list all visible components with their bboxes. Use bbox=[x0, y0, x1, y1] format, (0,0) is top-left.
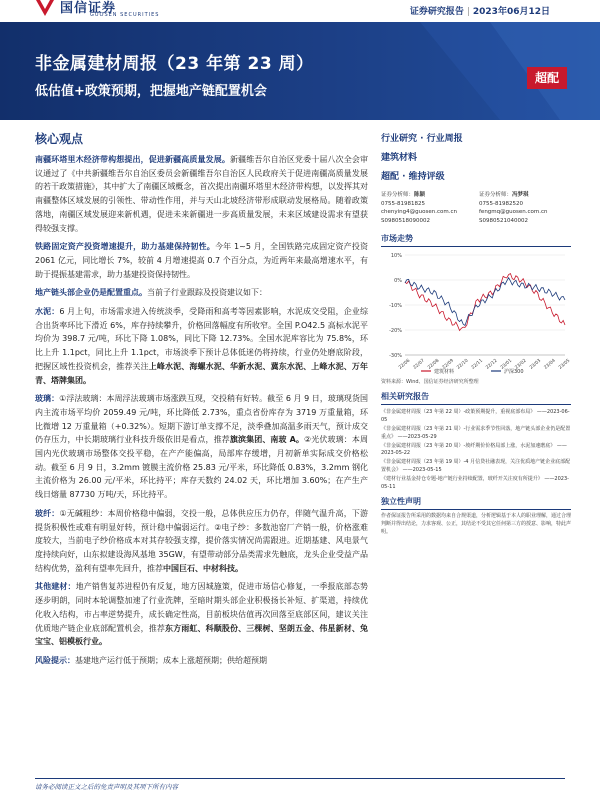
analyst-card bbox=[381, 191, 473, 225]
para-cement bbox=[35, 305, 368, 387]
cement-label: 水泥： bbox=[35, 307, 60, 317]
analyst-license: S0980521040002 bbox=[479, 217, 528, 224]
sidebar bbox=[381, 131, 571, 536]
guosen-logo-icon bbox=[34, 0, 56, 18]
rating-badge: 超配 bbox=[527, 67, 567, 89]
report-subtitle: 低估值+政策预期，把握地产链配置机会 bbox=[35, 84, 267, 99]
para-glass bbox=[35, 392, 368, 502]
analyst-license: S0980518090002 bbox=[381, 217, 430, 224]
para-south-xinjiang bbox=[35, 153, 368, 235]
other-picks: 东方雨虹、科顺股份、三棵树、坚朗五金、伟星新材、兔宝宝、铝模板行业。 bbox=[35, 623, 368, 647]
body-text: 基建地产运行低于预期；成本上涨超预期；供给超预期 bbox=[75, 655, 267, 665]
x-tick-label: 22/08 bbox=[427, 358, 441, 372]
x-tick-label: 22/09 bbox=[441, 358, 455, 372]
analyst-role: 证券分析师： bbox=[479, 192, 513, 198]
y-tick-label: -30% bbox=[389, 353, 402, 360]
other-label: 其他建材： bbox=[35, 582, 76, 592]
x-tick-label: 23/04 bbox=[543, 358, 557, 372]
analyst-card bbox=[479, 191, 571, 225]
related-report-item[interactable]: 《非金属建材周报（23 年第 20 周）-坡纤期价价格局部上涨，水泥加速磨底》 ——2023-05-22 bbox=[381, 442, 567, 457]
report-meta: 证券研究报告 | 2023年06月12日 bbox=[409, 7, 550, 17]
analyst-phone: 0755-81981825 bbox=[381, 200, 425, 207]
footer-divider bbox=[35, 778, 565, 779]
y-tick-label: 10% bbox=[390, 253, 402, 260]
top-bar bbox=[0, 0, 600, 22]
related-report-item[interactable]: 《非金属建材周报（23 年第 22 周）-政策预期提升，重视底部布局》 ——2023-06-05 bbox=[381, 409, 570, 423]
cement-picks: 上峰水泥、海螺水泥、华新水泥、冀东水泥、上峰水泥、万年青、塔牌集团。 bbox=[35, 361, 368, 385]
para-fiberglass bbox=[35, 507, 368, 576]
x-tick-label: 23/05 bbox=[558, 358, 571, 372]
series-line bbox=[405, 278, 565, 326]
market-trend-title: 市场走势 bbox=[381, 233, 571, 247]
x-tick-label: 22/11 bbox=[470, 358, 484, 372]
lead-text: 地产链头部企业仍是配置重点。 bbox=[35, 288, 147, 298]
analyst-name: 冯梦琪 bbox=[512, 192, 529, 198]
lead-text: 南疆环塔里木经济带构想提出，促进新疆高质量发展。 bbox=[35, 155, 230, 164]
analyst-phone: 0755-81982520 bbox=[479, 200, 523, 207]
body-text: ②光伏玻璃：本周国内光伏玻璃市场整体交投平稳，在产产能偏高，局部库存缓增，月初新单实际成交价格松动。截至 6 月 9 日，3.2mm 镀膜主流价格 25.83 元/平米，环比降低 0.83%，3.2mm 钢化主流价格为 26.00 元/平米，环比持平；库存天数约 24.02 天，环比增加 3.60%；在产生产线日熔量 87730 万吨/天，环比持平。 bbox=[35, 435, 369, 500]
x-tick-label: 23/01 bbox=[499, 358, 514, 372]
body-text: ①浮法玻璃：本周浮法玻璃市场涨跌互现，交投稍有好转。截至 6 月 9 日，玻璃现货国内主流市场平均价 2059.49 元/吨，环比降低 2.73%，重点省份库存为 3719 万重量箱，环比微增 12 万重量箱（+0.32%）。短期下游订单支撑不足，淡季叠加高温多雨天气，预计成交仍存压力，中长期玻璃行业科技升级依旧是看点，推荐 bbox=[35, 394, 368, 445]
market-trend-chart bbox=[381, 247, 571, 377]
para-railway bbox=[35, 240, 368, 281]
x-tick-label: 22/07 bbox=[412, 358, 426, 372]
related-report-item[interactable]: 《建材行业基金持仓专题-地产链行业持续配置，玻纤开关注度有所提升》 ——2023-05-11 bbox=[381, 476, 569, 490]
x-tick-label: 22/12 bbox=[485, 358, 499, 372]
related-report-item[interactable]: 《非金属建材周报（23 年第 19 周）-4 月信贷社融表现，关注优质地产链企业底部配置机会》 ——2023-05-15 bbox=[381, 459, 571, 474]
fiber-label: 玻纤： bbox=[35, 508, 60, 518]
body-text: 6 月上旬，市场需求进入传统淡季，受降雨和高考等因素影响，水泥成交受阻，企业综合出货率环比下滑近 6%，库存持续攀升，价格回落幅度有所收窄。全国 P.O42.5 高标水泥平均价为 398.7 元/吨，环比下降 1.08%，同比下降 12.73%。全国水泥库容比为 75.8%，环比上升 1.1pct，同比上升 1.1pct，市场淡季下预计总体低迷仍将持续，行业仍处磨底阶段，把握区域性投资机会，推荐关注 bbox=[35, 307, 368, 371]
y-tick-label: 0% bbox=[394, 278, 402, 285]
rating-line: 超配 · 维持评级 bbox=[381, 172, 445, 182]
independence-text: 作者保证报告所采用的数据均来自合规渠道，分析逻辑基于本人的职业理解，通过合理判断并得出结论，力求客观、公正，其结论不受其它任何第三方的授意、影响，特此声明。 bbox=[381, 513, 572, 535]
related-report-item[interactable]: 《非金属建材周报（23 年第 21 周）-行业需求季节性回落，地产链头部企业仍是配置重点》 ——2023-05-29 bbox=[381, 426, 571, 440]
glass-label: 玻璃： bbox=[35, 394, 60, 404]
para-real-estate bbox=[35, 286, 368, 300]
sector-name: 建筑材料 bbox=[381, 153, 418, 163]
brand-logo bbox=[34, 0, 160, 18]
logo-en-text: GUOSEN SECURITIES bbox=[90, 12, 160, 18]
chart-source: 资料来源：Wind、国信证券经济研究所整理 bbox=[381, 379, 479, 386]
related-reports-title: 相关研究报告 bbox=[381, 391, 571, 405]
x-tick-label: 23/02 bbox=[514, 358, 528, 372]
legend-label: 建筑材料 bbox=[434, 369, 455, 376]
body-text: 今年 1~5 月，全国铁路完成固定资产投资 2061 亿元，同比增长 7%，较前 4 月增速提高 0.7 个百分点，为近两年来最高增速水平，有助于提振基建需求，助力基建投资保持韧性。 bbox=[35, 242, 369, 279]
para-risk bbox=[35, 654, 368, 668]
body-text: 地产销售复苏进程仍有反复，地方因城施策，促进市场信心修复，一季报底部态势逐步明朗，同时本轮调整加速了行业洗牌，至暗时期头部企业积极扬长补短、扩渠道，持续优化收入结构，市占率逆势提升，成长确定性高，目前板块估值再次回落至底部区间，建议关注优质地产链企业底部配置机会，推荐 bbox=[35, 582, 368, 633]
body-text: ①无碱粗纱：本周价格稳中偏弱，交投一般，总体供应压力仍存，伴随气温升高，下游提货积极性或难有明显好转，预计稳中偏弱运行。②电子纱：多数池窑厂产销一般，价格涨难度较大，当前电子纱价格成本对其存较强支撑，提价落实情况尚需跟进。近期基建、风电景气度持续向好，山东拟建设海风基地 35GW，有望带动部分品类需求先触底，龙头企业受益产品结构优势，盈利有望率先回升，推荐 bbox=[35, 508, 368, 573]
body-text: 当前子行业跟踪及投资建议如下： bbox=[147, 288, 267, 298]
body-text: 新疆维吾尔自治区党委十届八次全会审议通过了《中共新疆维吾尔自治区委员会新疆维吾尔自治区人民政府关于促进南疆高质量发展的若干政策措施》，其中扩大了南疆区域概念，首次提出南疆环塔里木经济带构想，以发挥其对南疆整体区域发展的引领性、带动性作用，并与天山北坡经济带形成联动发展格局。随着政策落地，南疆区域发展迎来新机遇，促进未来新疆进一步高质量发展，未来区域建设需求有望获得较强支撑。 bbox=[35, 155, 368, 233]
x-tick-label: 23/03 bbox=[529, 358, 543, 372]
x-tick-label: 22/06 bbox=[398, 358, 412, 372]
analyst-email[interactable]: chenying4@guosen.com.cn bbox=[381, 209, 457, 216]
report-category: 行业研究 · 行业周报 bbox=[381, 134, 463, 144]
report-date: 2023年06月12日 bbox=[472, 7, 550, 17]
analyst-role: 证券分析师： bbox=[381, 192, 415, 198]
legend-label: 沪深300 bbox=[504, 369, 524, 376]
analyst-name: 陈颖 bbox=[414, 192, 426, 198]
title-banner bbox=[0, 22, 600, 120]
para-other-materials bbox=[35, 580, 368, 649]
analyst-email[interactable]: fengmq@guosen.com.cn bbox=[479, 209, 548, 216]
report-title: 非金属建材周报（23 年第 23 周） bbox=[35, 54, 314, 74]
y-tick-label: -20% bbox=[389, 328, 402, 335]
related-reports-list bbox=[381, 409, 571, 491]
core-views-column bbox=[35, 130, 368, 668]
logo-cn-text: 国信证券 bbox=[60, 1, 117, 16]
report-type: 证券研究报告 bbox=[409, 7, 464, 17]
core-views-title: 核心观点 bbox=[35, 132, 84, 146]
glass-picks: 旗滨集团、南玻 A。 bbox=[229, 435, 305, 445]
x-tick-label: 22/10 bbox=[456, 358, 470, 372]
risk-label: 风险提示： bbox=[35, 655, 75, 665]
fiber-picks: 中国巨石、中材科技。 bbox=[163, 563, 243, 573]
y-tick-label: -10% bbox=[389, 303, 402, 310]
independence-title: 独立性声明 bbox=[381, 496, 571, 510]
analyst-list bbox=[381, 191, 571, 225]
lead-text: 铁路固定资产投资增速提升，助力基建保持韧性。 bbox=[35, 242, 215, 252]
chart-svg bbox=[381, 247, 571, 377]
footer-disclaimer: 请务必阅读正文之后的免责声明及其项下所有内容 bbox=[35, 783, 178, 791]
